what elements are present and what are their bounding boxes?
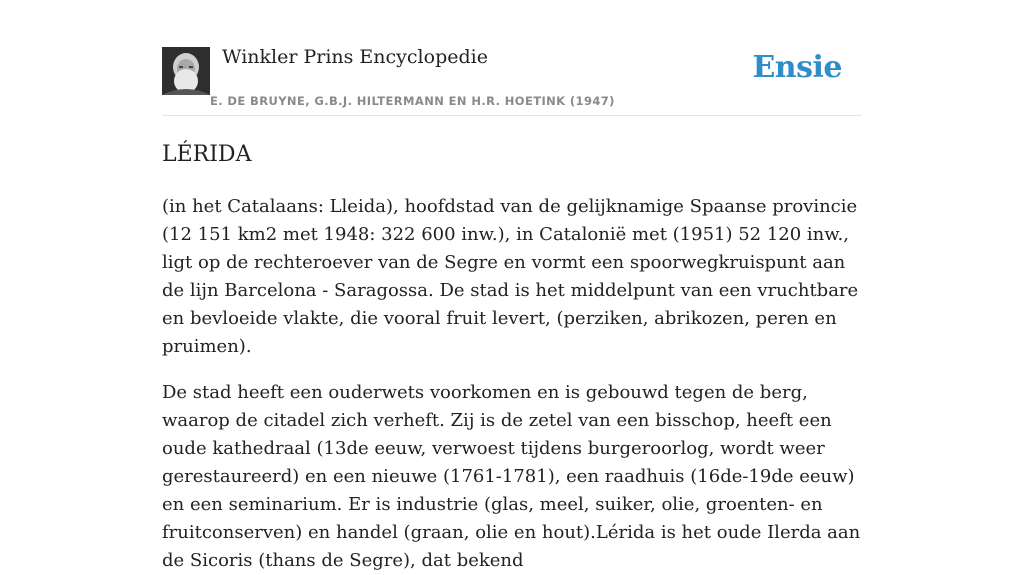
author-portrait-icon[interactable] [162,47,210,95]
portrait-icon [162,47,210,95]
article-paragraph-2: De stad heeft een ouderwets voorkomen en is gebouwd tegen de berg, waarop de citadel zich verheft. Zij is de zetel van een bisschop, heeft een oude kathedraal (13de eeuw, verwoest tijdens burgeroorlog, wordt weer gerestaureerd) en een nieuwe (1761-1781), een raadhuis (16de-19de eeuw) en een seminarium. Er is industrie (glas, meel, suiker, olie, groenten- en fruitconserven) en handel (graan, olie en hout).Lérida is het oude Ilerda aan de Sicoris (thans de Segre), dat bekend [162,382,861,571]
ensie-logo[interactable]: Ensie [752,50,842,85]
header [162,0,862,116]
publication-title[interactable]: Winkler Prins Encyclopedie [222,46,488,68]
entry-title: LÉRIDA [162,142,252,167]
article-paragraph-1: (in het Catalaans: Lleida), hoofdstad van de gelijknamige Spaanse provincie (12 151 km2 met 1948: 322 600 inw.), in Catalonië met (1951) 52 120 inw., ligt op de rechteroever van de Segre en vormt een spoorwegkruispunt aan de lijn Barcelona - Saragossa. De stad is het middelpunt van een vruchtbare en bevloeide vlakte, die vooral fruit levert, (perziken, abrikozen, peren en pruimen). [162,196,859,357]
authors-line: E. DE BRUYNE, G.B.J. HILTERMANN EN H.R. HOETINK (1947) [210,94,615,108]
page [162,0,862,575]
